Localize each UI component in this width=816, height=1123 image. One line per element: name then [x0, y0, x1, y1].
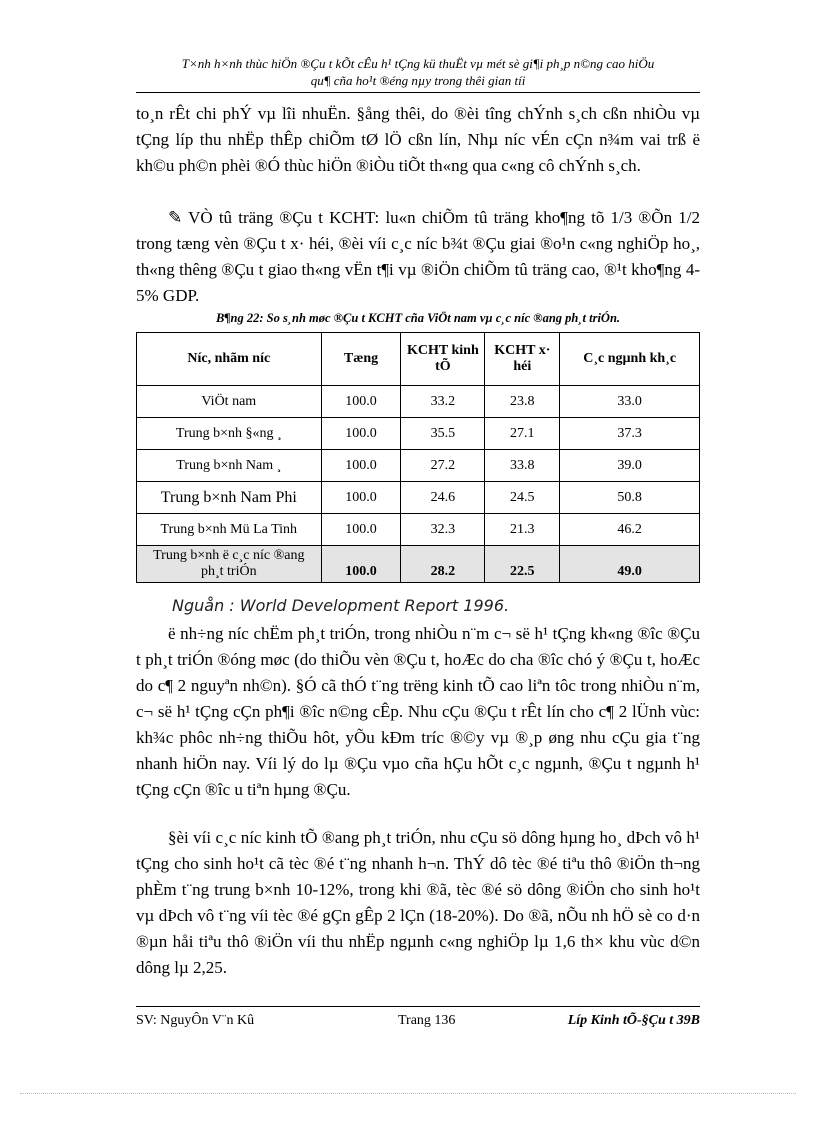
table-row	[137, 482, 700, 514]
table-cell: Trung b×nh Mü La Tinh	[137, 514, 322, 546]
header-line-2: qu¶ cña ho¹t ®éng nµy trong thêi gian tíi	[310, 73, 526, 88]
header-cell: KCHT kinh tÕ	[401, 333, 485, 386]
header-line-1: T×nh h×nh thùc hiÖn ®Çu t kÕt cÊu h¹ tÇng kü thuËt vµ mét sè gi¶i ph¸p n©ng cao hiÖu	[181, 56, 655, 71]
table-cell: 21.3	[485, 514, 560, 546]
table-cell: 100.0	[321, 450, 401, 482]
table-cell: 35.5	[401, 418, 485, 450]
paragraph-4: §èi víi c¸c níc kinh tÕ ®ang ph¸t triÓn, nhu cÇu sö dông hµng ho¸ dÞch vô h¹ tÇng cho sinh ho¹t cã tèc ®é t¨ng nhanh h¬n. ThÝ dô tèc ®é tiªu thô ®iÖn th¬ng phÈm t¨ng trung b×nh 10-12%, trong khi ®ã, tèc ®é sö dông ®iÖn cho sinh ho¹t vµ dÞch vô t¨ng víi tèc ®é gÇn gÊp 2 lÇn (18-20%). Do ®ã, nÕu nh hÖ sè co d·n ®µn håi tiªu thô ®iÖn víi thu nhËp ngµnh c«ng nghiÖp lµ 1,6 th× khu vùc d©n dông lµ 2,25.	[136, 828, 700, 977]
table-cell: 33.8	[485, 450, 560, 482]
table-cell: 33.2	[401, 386, 485, 418]
table-cell: 100.0	[321, 418, 401, 450]
table-cell: Trung b×nh Nam ¸	[137, 450, 322, 482]
table-cell: Trung b×nh ë c¸c níc ®ang ph¸t triÓn	[137, 546, 322, 583]
table-row	[137, 450, 700, 482]
table-row	[137, 386, 700, 418]
table-caption: B¶ng 22: So s¸nh møc ®Çu t KCHT cña ViÖt nam vµ c¸c níc ®ang ph¸t triÓn.	[215, 311, 621, 325]
table-cell: 100.0	[321, 386, 401, 418]
table-cell: 100.0	[321, 514, 401, 546]
table-header-row	[137, 333, 700, 386]
table-cell: ViÖt nam	[137, 386, 322, 418]
header-cell: Tæng	[321, 333, 401, 386]
paragraph-1: to¸n rÊt chi phÝ vµ lîi nhuËn. §ång thêi, do ®èi tîng chÝnh s¸ch cßn nhiÒu vµ tÇng líp thu nhËp thÊp chiÕm tØ lÖ cßn lín, Nhµ níc vÉn cÇn n¾m vai trß ë kh©u ph©n phèi ®Ó thùc hiÖn ®iÒu tiÕt th«ng qua c«ng cô chÝnh s¸ch.	[136, 104, 700, 175]
footer-student: SV: NguyÔn V¨n Kû	[136, 1013, 255, 1028]
table-cell: 22.5	[485, 546, 560, 583]
footer-page-number: Trang 136	[398, 1013, 456, 1028]
table-cell: 46.2	[560, 514, 700, 546]
header-rule	[136, 92, 700, 93]
footer-rule	[136, 1006, 700, 1007]
page-header	[136, 55, 700, 89]
paragraph-2-text: VÒ tû träng ®Çu t KCHT: lu«n chiÕm tû träng kho¶ng tõ 1/3 ®Õn 1/2 trong tæng vèn ®Çu t x· héi, ®èi víi c¸c níc b¾t ®Çu giai ®o¹n c«ng nghiÖp ho¸, th«ng thêng ®Çu t giao th«ng vËn t¶i vµ ®iÖn chiÕm tû träng cao, ®¹t kho¶ng 4-5% GDP.	[136, 208, 700, 305]
pencil-icon: ✎	[168, 208, 183, 227]
paragraph-3: ë nh÷ng níc chËm ph¸t triÓn, trong nhiÒu n¨m c¬ së h¹ tÇng kh«ng ®îc ®Çu t ph¸t triÓn ®óng møc (do thiÕu vèn ®Çu t, hoÆc do cha ®îc chó ý ®Çu t, hoÆc do c¶ 2 nguyªn nh©n). §Ó cã thÓ t¨ng trëng kinh tÕ cao liªn tôc trong nhiÒu n¨m, c¬ së h¹ tÇng cÇn ph¶i ®îc n©ng cÊp. Nhu cÇu ®Çu t rÊt lín cho c¶ 2 lÜnh vùc: kh¾c phôc nh÷ng thiÕu hôt, yÕu kÐm tríc ®©y vµ ®¸p øng nhu cÇu gia t¨ng nhanh hiÖn nay. Víi lý do lµ ®Çu vµo cña hÇu hÕt c¸c ngµnh, ®Çu t ngµnh h¹ tÇng cÇn ®îc u tiªn hµng ®Çu.	[136, 624, 700, 799]
table-row	[137, 418, 700, 450]
header-cell: C¸c ngµnh kh¸c	[560, 333, 700, 386]
header-cell: Níc, nhãm níc	[137, 333, 322, 386]
table-cell: 50.8	[560, 482, 700, 514]
table-source: Nguån : World Development Report 1996.	[172, 596, 510, 615]
table-cell: 49.0	[560, 546, 700, 583]
table-cell: 32.3	[401, 514, 485, 546]
paragraph-2	[136, 205, 700, 309]
table-cell: 27.1	[485, 418, 560, 450]
table-cell: 24.5	[485, 482, 560, 514]
table-cell: Trung b×nh Nam Phi	[137, 482, 322, 514]
table-cell: 100.0	[321, 546, 401, 583]
table-cell: 23.8	[485, 386, 560, 418]
header-cell: KCHT x· héi	[485, 333, 560, 386]
page-edge-divider	[20, 1093, 796, 1094]
table-cell: 37.3	[560, 418, 700, 450]
comparison-table	[136, 332, 700, 583]
table-cell: Trung b×nh §«ng ¸	[137, 418, 322, 450]
table-cell: 24.6	[401, 482, 485, 514]
table-cell: 28.2	[401, 546, 485, 583]
table-cell: 27.2	[401, 450, 485, 482]
table-cell: 100.0	[321, 482, 401, 514]
footer-class: Líp Kinh tÕ-§Çu t 39B	[567, 1013, 700, 1028]
table-cell: 33.0	[560, 386, 700, 418]
table-row-total	[137, 546, 700, 583]
table-row	[137, 514, 700, 546]
table-cell: 39.0	[560, 450, 700, 482]
